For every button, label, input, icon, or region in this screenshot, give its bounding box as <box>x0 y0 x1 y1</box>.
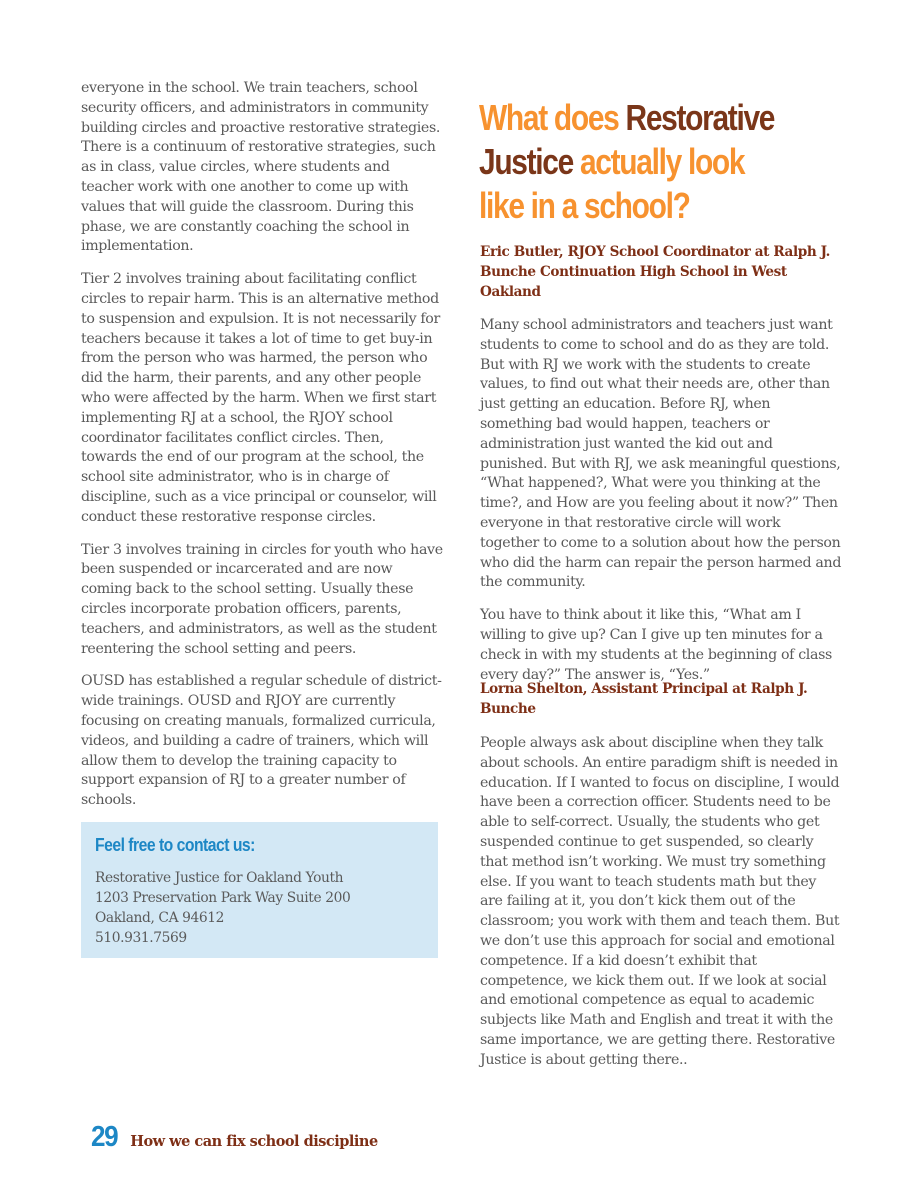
left-column <box>81 79 443 824</box>
paragraph-tier1: everyone in the school. We train teachers, school security officers, and administrators in community building circles and proactive restorative strategies. There is a continuum of restorative strategies, such as in class, value circles, where students and teacher work with one another to come up with values that will guide the classroom. During this phase, we are constantly coaching the school in implementation. <box>81 80 441 255</box>
byline-eric-butler: Eric Butler, RJOY School Coordinator at Ralph J. Bunche Continuation High School in West Oakland <box>480 244 830 300</box>
title-part: actually look <box>572 141 745 182</box>
title-part: What does <box>479 97 626 138</box>
contact-phone: 510.931.7569 <box>95 930 187 946</box>
contact-box <box>81 822 438 958</box>
paragraph: Many school administrators and teachers just want students to come to school and do as they are told. But with RJ we work with the students to create values, to find out what their needs are, other than just getting an education. Before RJ, when something bad would happen, teachers or administration just wanted the kid out and punished. But with RJ, we ask meaningful questions, “What happened?, What were you thinking at the time?, and How are you feeling about it now?” Then everyone in that restorative circle will work together to come to a solution about how the person who did the harm can repair the person harmed and the community. <box>480 317 842 591</box>
contact-address: 1203 Preservation Park Way Suite 200 <box>95 890 351 906</box>
page-title <box>479 96 807 228</box>
contact-org: Restorative Justice for Oakland Youth <box>95 870 344 886</box>
paragraph-tier3: Tier 3 involves training in circles for youth who have been suspended or incarcerated and are now coming back to the school setting. Usually these circles incorporate probation officers, parents, teachers, and administrators, as well as the student reentering the school setting and peers. <box>81 541 443 657</box>
paragraph-ousd: OUSD has established a regular schedule of district-wide trainings. OUSD and RJOY are currently focusing on creating manuals, formalized curricula, videos, and building a cadre of trainers, which will allow them to develop the training capacity to support expansion of RJ to a greater number of schools. <box>81 673 442 809</box>
contact-city: Oakland, CA 94612 <box>95 910 225 926</box>
title-part: Restorative <box>625 97 775 138</box>
right-column-section1 <box>480 316 842 698</box>
contact-details <box>95 868 350 948</box>
paragraph-tier2: Tier 2 involves training about facilitating conflict circles to repair harm. This is an alternative method to suspension and expulsion. It is not necessarily for teachers because it takes a lot of time to get buy-in from the person who was harmed, the person who did the harm, their parents, and any other people who were affected by the harm. When we first start implementing RJ at a school, the RJOY school coordinator facilitates conflict circles. Then, towards the end of our program at the school, the school site administrator, who is in charge of discipline, such as a vice principal or counselor, will conduct these restorative response circles. <box>81 271 440 525</box>
title-part: Justice <box>479 141 573 182</box>
right-column-section2 <box>480 734 842 1084</box>
paragraph: People always ask about discipline when they talk about schools. An entire paradigm shift is needed in education. If I wanted to focus on discipline, I would have been a correction officer. Students need to be able to self-correct. Usually, the students who get suspended continue to get suspended, so clearly that method isn’t working. We must try something else. If you want to teach students math but they are failing at it, you don’t kick them out of the classroom; you work with them and teach them. But we don’t use this approach for social and emotional competence. If a kid doesn’t exhibit that competence, we kick them out. If we look at social and emotional competence as equal to academic subjects like Math and English and treat it with the same importance, we are getting there. Restorative Justice is about getting there.. <box>480 735 840 1068</box>
page-number: 29 <box>91 1121 118 1153</box>
page-footer <box>91 1121 378 1154</box>
footer-title: How we can fix school discipline <box>130 1133 378 1150</box>
paragraph: You have to think about it like this, “What am I willing to give up? Can I give up ten minutes for a check in with my students at the beginning of class every day?” The answer is, “Yes.” <box>480 607 832 683</box>
byline-lorna-shelton: Lorna Shelton, Assistant Principal at Ralph J. Bunche <box>480 681 808 717</box>
contact-title: Feel free to contact us: <box>95 834 255 855</box>
title-part: like in a school? <box>479 185 690 226</box>
